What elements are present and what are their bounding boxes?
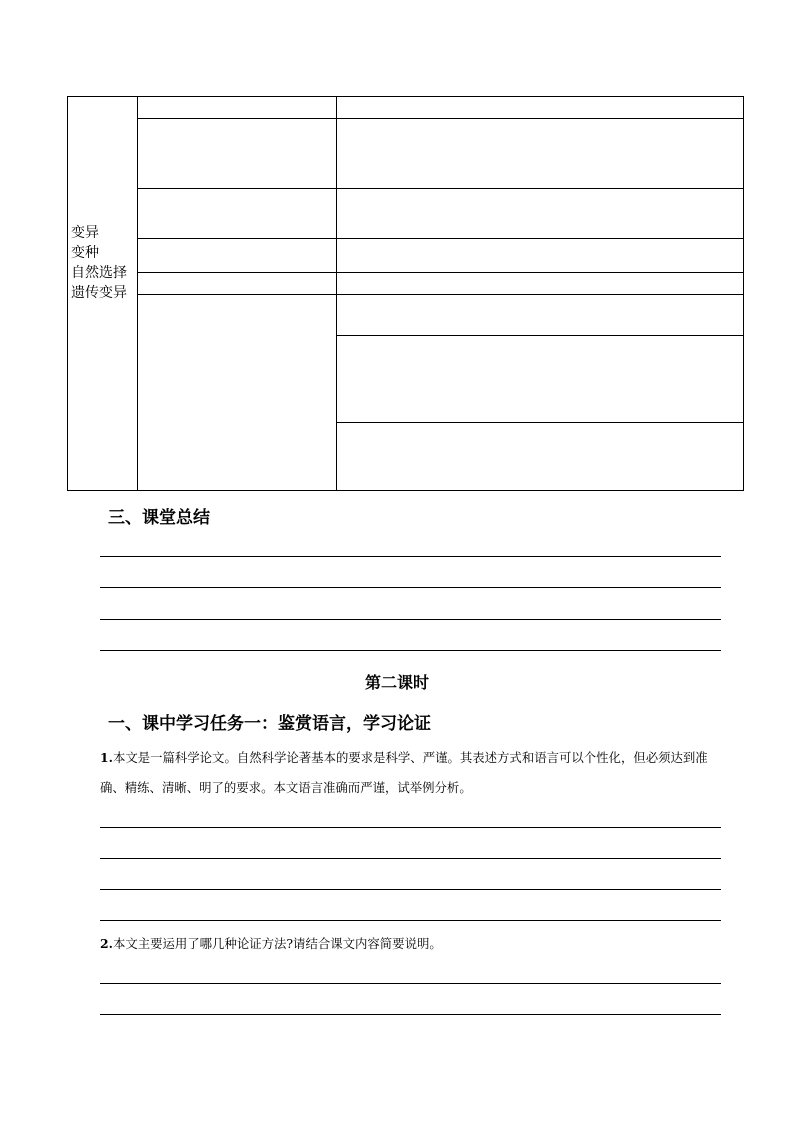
table-cell (336, 96, 744, 119)
answer-line (100, 920, 721, 921)
answer-line (100, 556, 721, 557)
answer-line (100, 983, 721, 984)
answer-line (100, 889, 721, 890)
concept-table (67, 96, 744, 491)
table-cell (336, 272, 744, 295)
term-item: 自然选择 (71, 265, 127, 281)
terms-list (71, 223, 127, 303)
answer-line (100, 827, 721, 828)
summary-heading: 三、课堂总结 (108, 508, 210, 528)
question-2 (100, 929, 722, 959)
answer-line (100, 619, 721, 620)
term-item: 变种 (71, 245, 99, 261)
question-text: 本文是一篇科学论文。自然科学论著基本的要求是科学、严谨。其表述方式和语言可以个性化，但必须达到准确、精练、清晰、明了的要求。本文语言准确而严谨，试举例分析。 (100, 750, 708, 795)
question-1 (100, 743, 722, 803)
table-cell (137, 188, 337, 239)
table-cell (336, 188, 744, 239)
term-item: 遗传变异 (71, 285, 127, 301)
table-cell (137, 96, 337, 119)
answer-line (100, 650, 721, 651)
question-number: 2. (100, 936, 113, 951)
question-text: 本文主要运用了哪几种论证方法?请结合课文内容简要说明。 (112, 936, 442, 951)
table-cell (137, 272, 337, 295)
table-cell (137, 118, 337, 189)
lesson-title: 第二课时 (364, 673, 429, 692)
term-item: 变异 (71, 225, 99, 241)
table-cell (336, 238, 744, 273)
answer-line (100, 858, 721, 859)
table-cell (336, 422, 744, 491)
answer-line (100, 1014, 721, 1015)
table-cell (336, 294, 744, 336)
table-cell (137, 238, 337, 273)
table-cell (336, 118, 744, 189)
table-cell (137, 294, 337, 491)
question-number: 1. (100, 750, 113, 765)
answer-line (100, 587, 721, 588)
table-cell (336, 335, 744, 423)
task-heading: 一、课中学习任务一：鉴赏语言，学习论证 (108, 714, 431, 734)
